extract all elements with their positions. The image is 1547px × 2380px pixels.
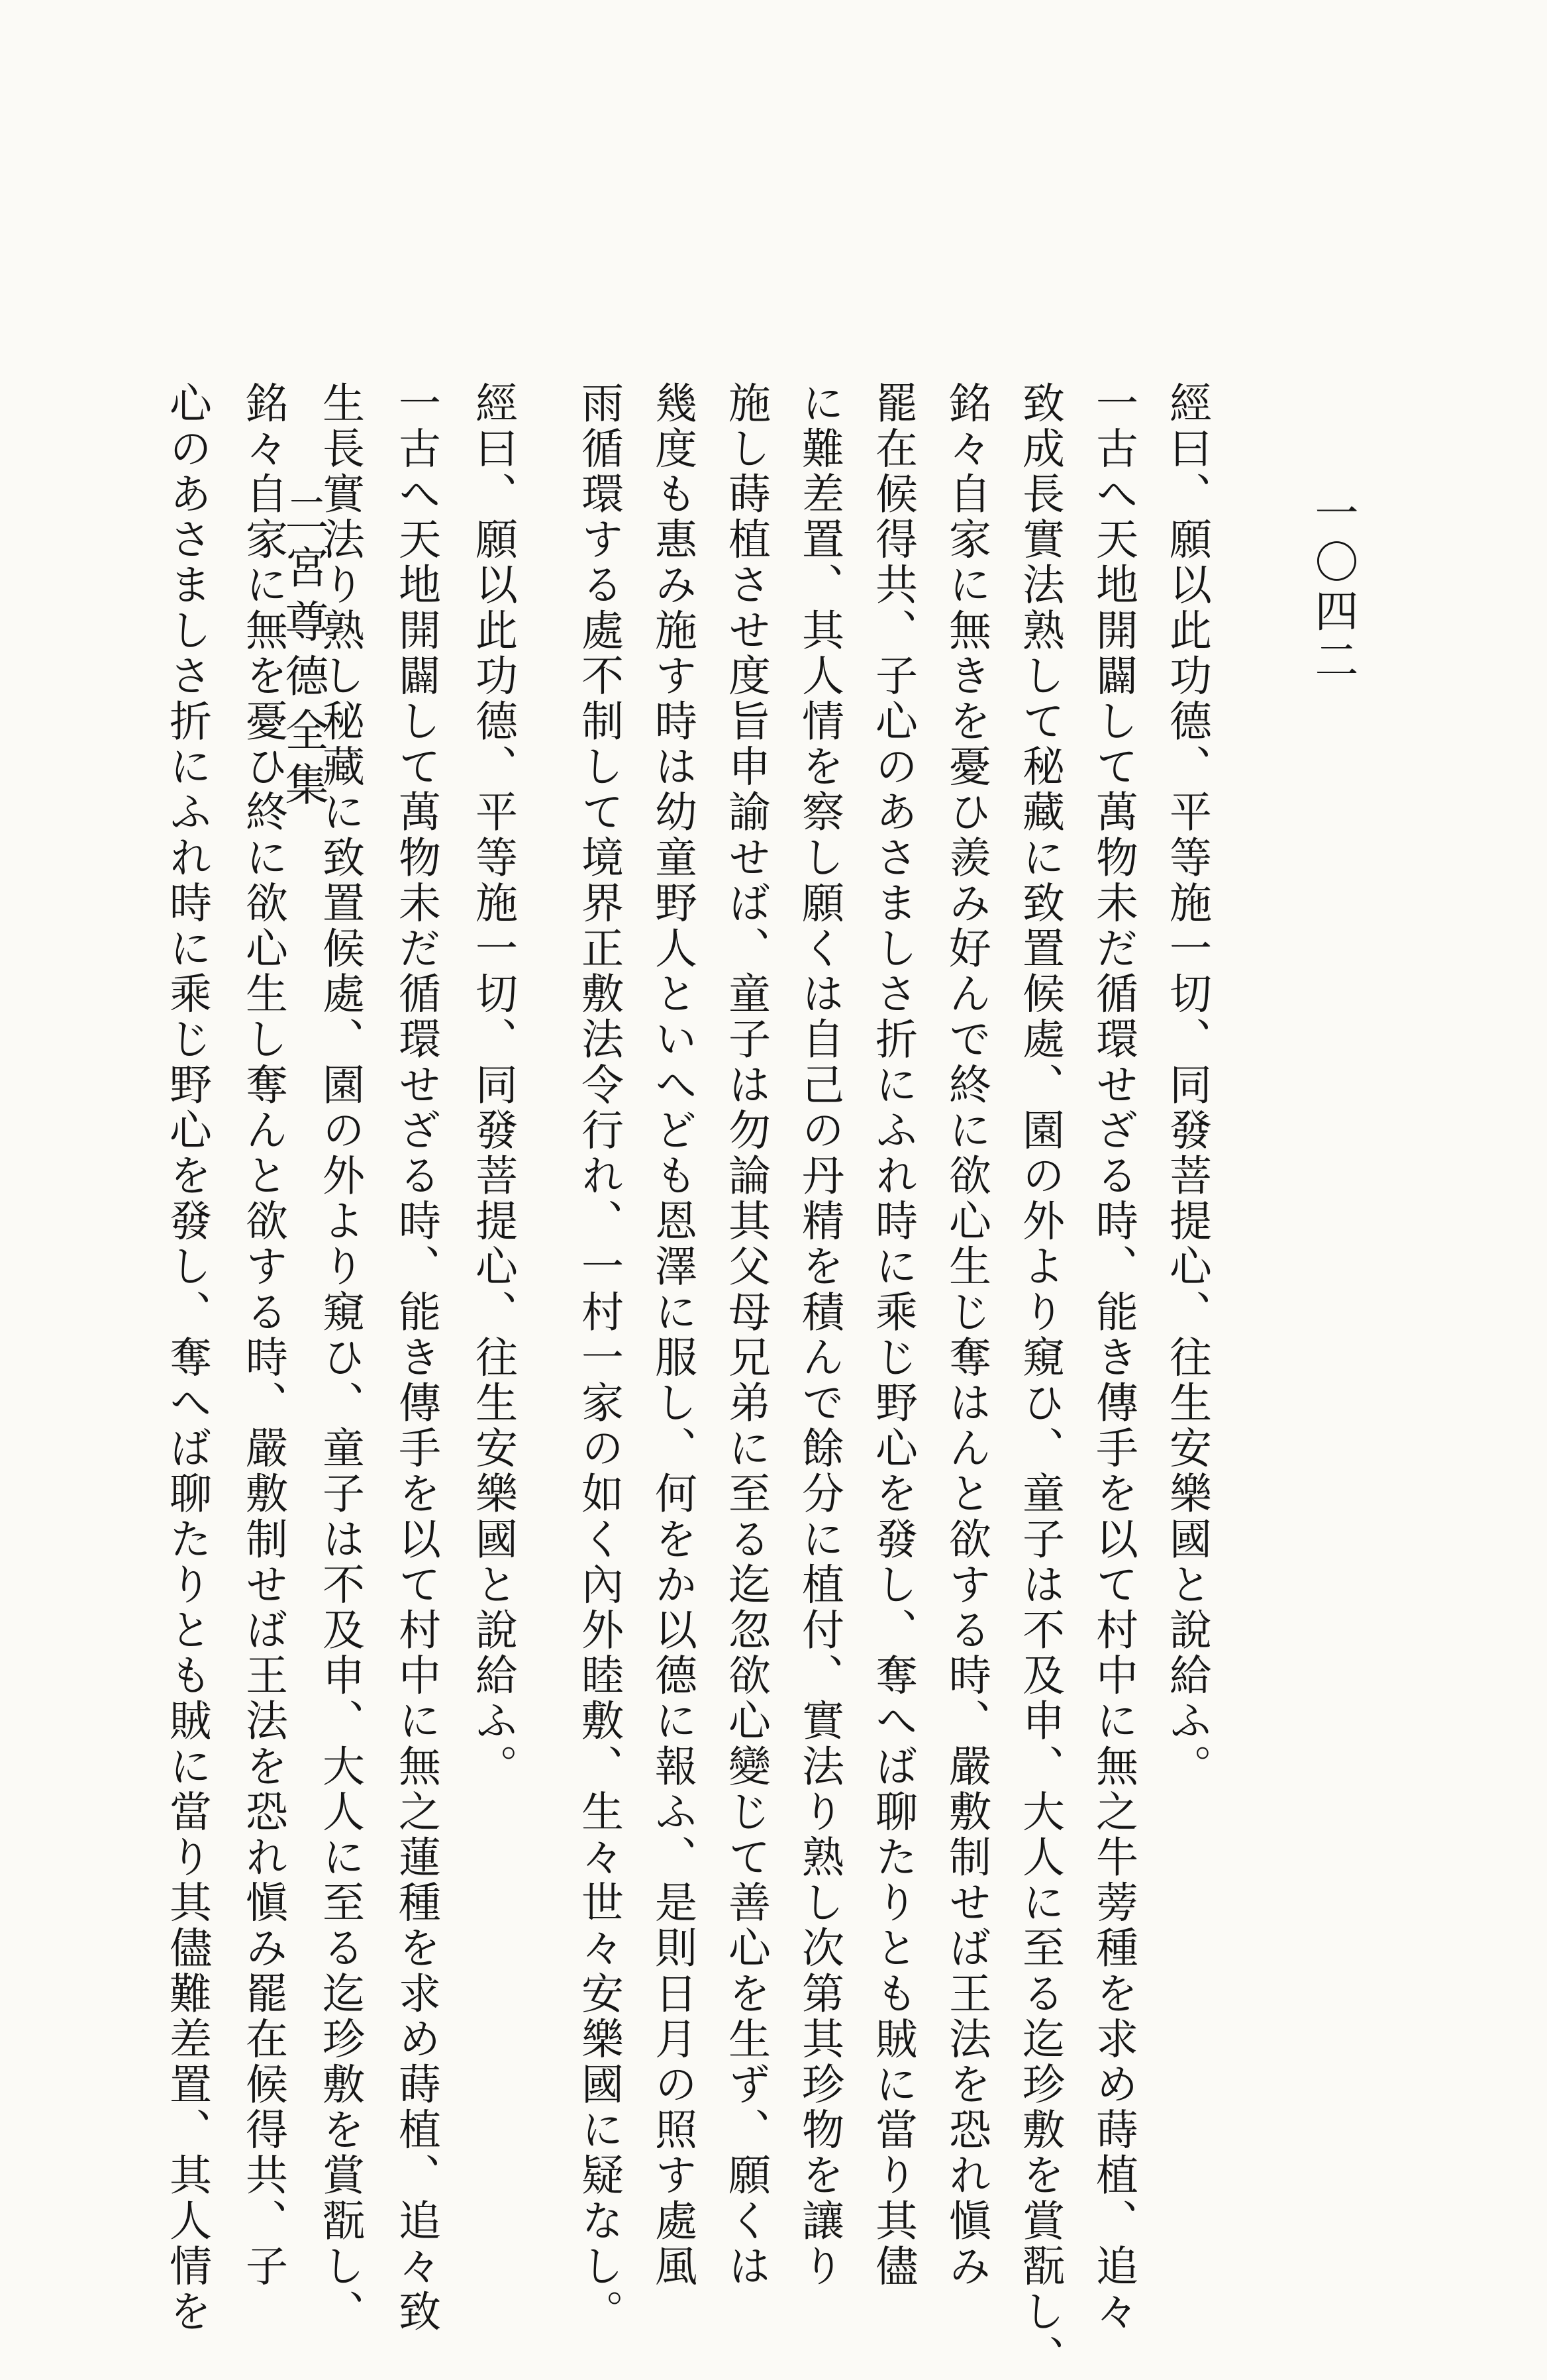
text-line: 生長實法り熟し秘藏に致置候處、園の外より窺ひ、童子は不及申、大人に至る迄珍敷を賞翫し、	[315, 381, 364, 2335]
text-line: に難差置、其人情を察し願くは自己の丹精を積んで餘分に植付、實法り熟し次第其珍物を讓り	[795, 381, 844, 2290]
text-line: 罷在候得共、子心のあさましさ折にふれ時に乘じ野心を發し、奪へば聊たりとも賊に當り其儘	[868, 381, 917, 2290]
text-line: 經曰、願以此功德、平等施一切、同發菩提心、往生安樂國と說給ふ。	[468, 381, 517, 1790]
text-line: 致成長實法熟して秘藏に致置候處、園の外より窺ひ、童子は不及申、大人に至る迄珍敷を賞翫し、	[1015, 381, 1064, 2380]
text-line: 雨循環する處不制して境界正敷法令行れ、一村一家の如く內外睦敷、生々世々安樂國に疑なし。	[574, 381, 623, 2335]
text-line: 一古へ天地開闢して萬物未だ循環せざる時、能き傳手を以て村中に無之蓮種を求め蒔植、追々致	[391, 381, 440, 2335]
text-line: 經曰、願以此功德、平等施一切、同發菩提心、往生安樂國と說給ふ。	[1162, 381, 1211, 1790]
text-line: 銘々自家に無を憂ひ終に欲心生し奪んと欲する時、嚴敷制せば王法を恐れ愼み罷在候得共、子	[238, 381, 287, 2290]
text-line: 銘々自家に無きを憂ひ羨み好んで終に欲心生じ奪はんと欲する時、嚴敷制せば王法を恐れ愼み	[942, 381, 991, 2290]
text-line: 幾度も惠み施す時は幼童野人といへども恩澤に服し、何をか以德に報ふ、是則日月の照す處風	[648, 381, 697, 2290]
text-line: 一古へ天地開闢して萬物未だ循環せざる時、能き傳手を以て村中に無之牛蒡種を求め蒔植、追々	[1089, 381, 1138, 2335]
running-title: 二宮尊德全集	[277, 490, 328, 816]
page-number: 一〇四二	[1307, 490, 1358, 686]
text-line: 心のあさましさ折にふれ時に乘じ野心を發し、奪へば聊たりとも賊に當り其儘難差置、其人情を	[162, 381, 211, 2335]
text-line: 施し蒔植させ度旨申諭せば、童子は勿論其父母兄弟に至る迄忽欲心變じて善心を生ず、願くは	[721, 381, 770, 2290]
